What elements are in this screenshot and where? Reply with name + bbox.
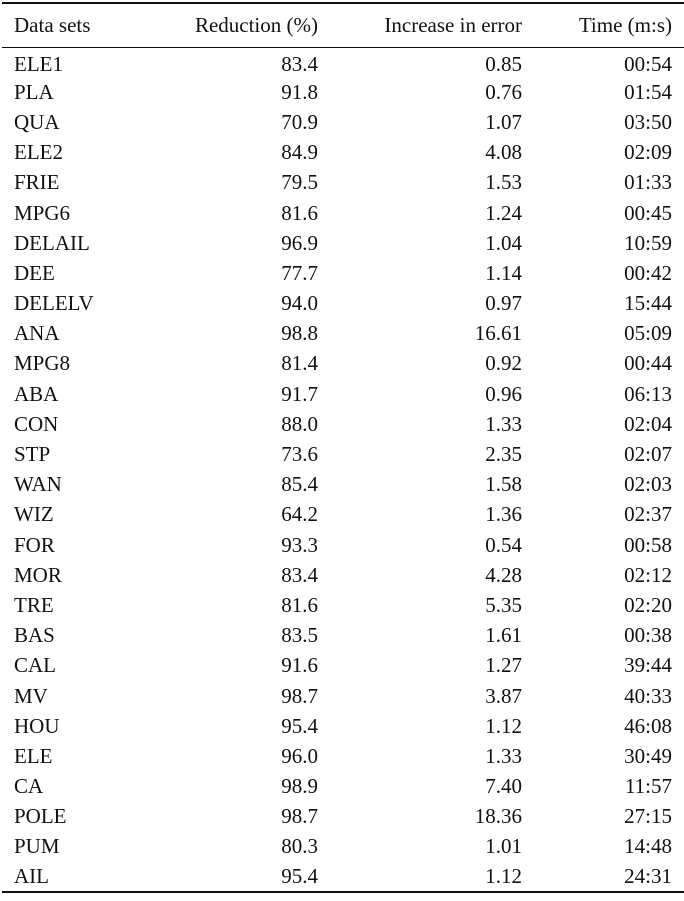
cell-data-set: DELAIL bbox=[14, 230, 90, 255]
cell-data-set: DEE bbox=[14, 260, 55, 285]
cell-reduction: 94.0 bbox=[281, 291, 318, 316]
table-row bbox=[2, 77, 684, 107]
table-row bbox=[2, 741, 684, 771]
cell-data-set: CA bbox=[14, 774, 44, 799]
cell-increase-in-error: 1.27 bbox=[485, 653, 522, 678]
cell-time: 02:12 bbox=[624, 562, 672, 587]
cell-time: 02:07 bbox=[624, 442, 672, 467]
cell-data-set: FOR bbox=[14, 532, 55, 557]
cell-reduction: 91.7 bbox=[281, 381, 318, 406]
cell-time: 01:33 bbox=[624, 170, 672, 195]
cell-increase-in-error: 1.01 bbox=[485, 834, 522, 859]
cell-reduction: 95.4 bbox=[144, 862, 330, 892]
cell-data-set: PLA bbox=[14, 79, 54, 104]
cell-data-set: MPG8 bbox=[14, 351, 71, 376]
cell-reduction: 88.0 bbox=[281, 411, 318, 436]
table-row bbox=[2, 621, 684, 651]
cell-increase-in-error: 3.87 bbox=[485, 683, 522, 708]
cell-increase-in-error: 0.54 bbox=[485, 532, 522, 557]
cell-data-set: CAL bbox=[14, 653, 56, 678]
cell-data-set: ELE1 bbox=[14, 51, 63, 76]
cell-time: 24:31 bbox=[534, 862, 684, 892]
cell-time: 00:44 bbox=[624, 351, 672, 376]
cell-reduction: 70.9 bbox=[281, 109, 318, 134]
cell-data-set: AIL bbox=[2, 862, 144, 892]
cell-time: 46:08 bbox=[624, 713, 672, 738]
cell-increase-in-error: 2.35 bbox=[485, 442, 522, 467]
cell-increase-in-error: 1.12 bbox=[330, 862, 534, 892]
cell-time: 02:04 bbox=[624, 411, 672, 436]
cell-time: 00:45 bbox=[624, 200, 672, 225]
cell-data-set: STP bbox=[14, 442, 51, 467]
cell-increase-in-error: 0.92 bbox=[485, 351, 522, 376]
table-row bbox=[2, 138, 684, 168]
table-row bbox=[2, 379, 684, 409]
cell-reduction: 84.9 bbox=[281, 140, 318, 165]
cell-reduction: 98.9 bbox=[281, 774, 318, 799]
table-row bbox=[2, 439, 684, 469]
cell-data-set: MOR bbox=[14, 562, 62, 587]
cell-increase-in-error: 1.58 bbox=[485, 472, 522, 497]
cell-reduction: 73.6 bbox=[281, 442, 318, 467]
cell-increase-in-error: 4.08 bbox=[485, 140, 522, 165]
cell-reduction: 98.7 bbox=[281, 683, 318, 708]
cell-time: 01:54 bbox=[624, 79, 672, 104]
cell-reduction: 98.8 bbox=[281, 321, 318, 346]
cell-time: 06:13 bbox=[624, 381, 672, 406]
cell-data-set: FRIE bbox=[14, 170, 60, 195]
cell-data-set: CON bbox=[14, 411, 59, 436]
cell-reduction: 95.4 bbox=[281, 713, 318, 738]
cell-data-set: ELE bbox=[14, 743, 53, 768]
cell-increase-in-error: 18.36 bbox=[474, 804, 522, 829]
table-row bbox=[2, 198, 684, 228]
cell-time: 00:38 bbox=[624, 623, 672, 648]
table-row bbox=[2, 862, 684, 892]
table-body bbox=[2, 47, 684, 892]
cell-time: 39:44 bbox=[624, 653, 672, 678]
cell-time: 27:15 bbox=[624, 804, 672, 829]
cell-data-set: WAN bbox=[14, 472, 62, 497]
table-row bbox=[2, 258, 684, 288]
table-row bbox=[2, 47, 684, 77]
table-row bbox=[2, 470, 684, 500]
cell-reduction: 98.7 bbox=[281, 804, 318, 829]
cell-reduction: 83.4 bbox=[281, 562, 318, 587]
table-row bbox=[2, 168, 684, 198]
table-row bbox=[2, 409, 684, 439]
cell-reduction: 83.4 bbox=[281, 51, 318, 76]
cell-time: 02:37 bbox=[624, 502, 672, 527]
cell-increase-in-error: 5.35 bbox=[485, 592, 522, 617]
cell-reduction: 83.5 bbox=[281, 623, 318, 648]
cell-reduction: 64.2 bbox=[281, 502, 318, 527]
cell-data-set: MV bbox=[14, 683, 48, 708]
cell-time: 10:59 bbox=[624, 230, 672, 255]
header-reduction: Reduction (%) bbox=[144, 3, 330, 47]
cell-data-set: BAS bbox=[14, 623, 55, 648]
table-row bbox=[2, 590, 684, 620]
table-row bbox=[2, 651, 684, 681]
cell-time: 00:42 bbox=[624, 260, 672, 285]
cell-increase-in-error: 1.24 bbox=[485, 200, 522, 225]
cell-time: 00:54 bbox=[624, 51, 672, 76]
cell-reduction: 91.8 bbox=[281, 79, 318, 104]
cell-increase-in-error: 1.33 bbox=[485, 743, 522, 768]
table-row bbox=[2, 289, 684, 319]
cell-data-set: ABA bbox=[14, 381, 59, 406]
cell-increase-in-error: 1.36 bbox=[485, 502, 522, 527]
cell-data-set: HOU bbox=[14, 713, 60, 738]
cell-increase-in-error: 1.12 bbox=[485, 713, 522, 738]
cell-reduction: 91.6 bbox=[281, 653, 318, 678]
cell-increase-in-error: 0.97 bbox=[485, 291, 522, 316]
cell-time: 03:50 bbox=[624, 109, 672, 134]
table-row bbox=[2, 802, 684, 832]
cell-increase-in-error: 0.76 bbox=[485, 79, 522, 104]
table-row bbox=[2, 832, 684, 862]
table-row bbox=[2, 530, 684, 560]
cell-increase-in-error: 7.40 bbox=[485, 774, 522, 799]
cell-time: 40:33 bbox=[624, 683, 672, 708]
cell-data-set: WIZ bbox=[14, 502, 54, 527]
cell-increase-in-error: 1.61 bbox=[485, 623, 522, 648]
table-row bbox=[2, 107, 684, 137]
cell-data-set: ELE2 bbox=[14, 140, 63, 165]
cell-time: 02:03 bbox=[624, 472, 672, 497]
cell-increase-in-error: 16.61 bbox=[474, 321, 522, 346]
cell-data-set: MPG6 bbox=[14, 200, 71, 225]
table-row bbox=[2, 500, 684, 530]
cell-data-set: DELELV bbox=[14, 291, 94, 316]
cell-time: 30:49 bbox=[624, 743, 672, 768]
cell-reduction: 81.6 bbox=[281, 592, 318, 617]
cell-increase-in-error: 1.07 bbox=[485, 109, 522, 134]
cell-reduction: 85.4 bbox=[281, 472, 318, 497]
table-row bbox=[2, 349, 684, 379]
cell-reduction: 81.4 bbox=[281, 351, 318, 376]
cell-reduction: 96.0 bbox=[281, 743, 318, 768]
table-row bbox=[2, 711, 684, 741]
cell-reduction: 77.7 bbox=[281, 260, 318, 285]
cell-increase-in-error: 0.96 bbox=[485, 381, 522, 406]
cell-increase-in-error: 1.33 bbox=[485, 411, 522, 436]
cell-data-set: PUM bbox=[14, 834, 60, 859]
cell-time: 00:58 bbox=[624, 532, 672, 557]
cell-reduction: 80.3 bbox=[281, 834, 318, 859]
cell-time: 05:09 bbox=[624, 321, 672, 346]
table-row bbox=[2, 228, 684, 258]
table-header bbox=[2, 3, 684, 47]
header-time: Time (m:s) bbox=[534, 3, 684, 47]
cell-data-set: POLE bbox=[14, 804, 67, 829]
cell-time: 14:48 bbox=[624, 834, 672, 859]
results-table bbox=[2, 2, 684, 893]
table-row bbox=[2, 681, 684, 711]
cell-time: 02:20 bbox=[624, 592, 672, 617]
cell-time: 15:44 bbox=[624, 291, 672, 316]
cell-reduction: 81.6 bbox=[281, 200, 318, 225]
cell-reduction: 93.3 bbox=[281, 532, 318, 557]
results-table-container bbox=[2, 2, 672, 893]
cell-increase-in-error: 1.53 bbox=[485, 170, 522, 195]
cell-reduction: 96.9 bbox=[281, 230, 318, 255]
cell-data-set: QUA bbox=[14, 109, 60, 134]
cell-time: 11:57 bbox=[624, 774, 672, 799]
cell-increase-in-error: 1.14 bbox=[485, 260, 522, 285]
cell-increase-in-error: 4.28 bbox=[485, 562, 522, 587]
cell-time: 02:09 bbox=[624, 140, 672, 165]
header-increase-in-error: Increase in error bbox=[330, 3, 534, 47]
header-row bbox=[2, 3, 684, 47]
cell-increase-in-error: 0.85 bbox=[485, 51, 522, 76]
cell-reduction: 79.5 bbox=[281, 170, 318, 195]
cell-data-set: TRE bbox=[14, 592, 54, 617]
cell-increase-in-error: 1.04 bbox=[485, 230, 522, 255]
table-row bbox=[2, 772, 684, 802]
table-row bbox=[2, 319, 684, 349]
cell-data-set: ANA bbox=[14, 321, 60, 346]
table-row bbox=[2, 560, 684, 590]
header-data-sets: Data sets bbox=[2, 3, 144, 47]
